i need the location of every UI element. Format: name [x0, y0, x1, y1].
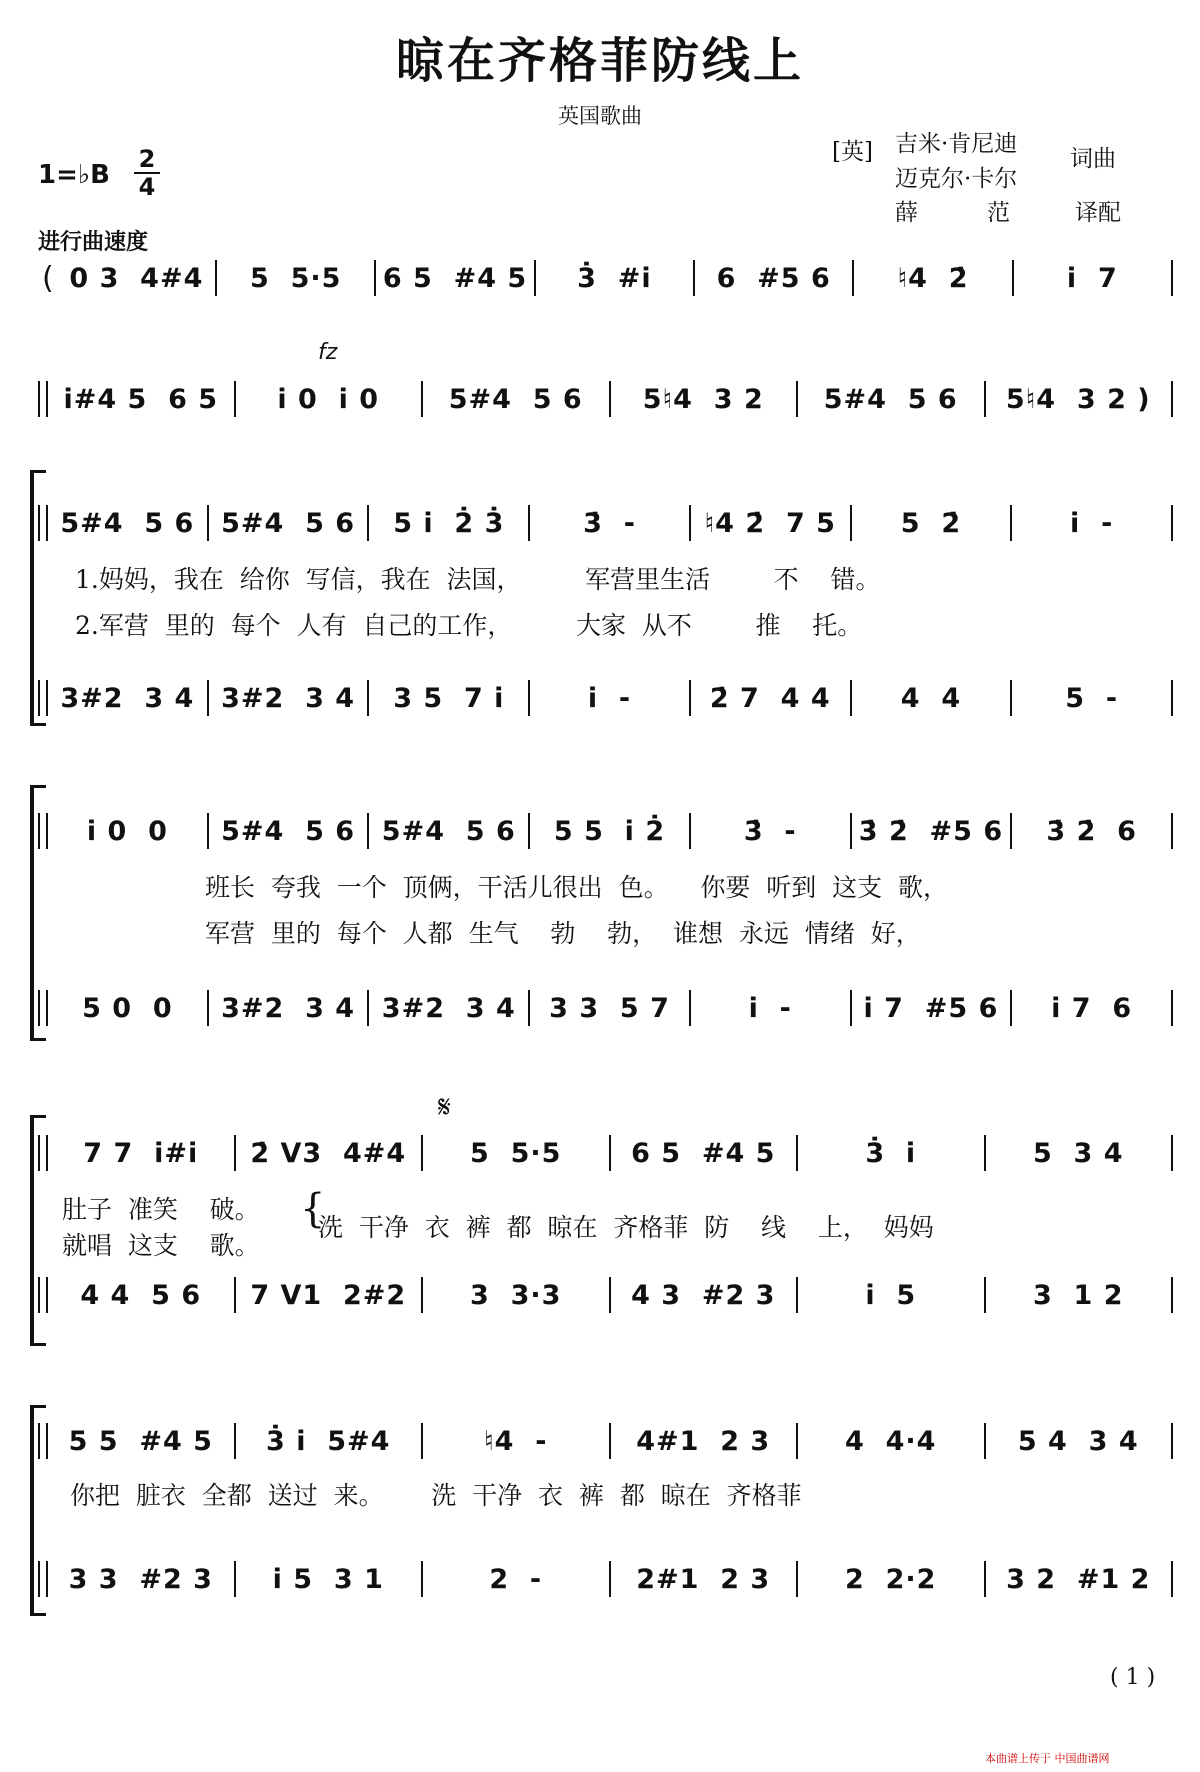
bar-line	[1171, 990, 1173, 1026]
notation-row-s2-upper	[38, 808, 1173, 854]
measure: ♮4 2̇	[897, 262, 969, 294]
page-number: ( 1 )	[1110, 1665, 1156, 1690]
bar-line	[1171, 505, 1173, 541]
credit-composer-2: 迈克尔·卡尔	[895, 166, 1018, 192]
notation-row-s1-lower	[38, 675, 1173, 721]
bar-line	[1171, 1277, 1173, 1313]
measure: 5 i 2̇ 3̇	[393, 507, 505, 539]
notation-row-s2-lower	[38, 985, 1173, 1031]
system-start-bar	[38, 381, 48, 417]
segno-sign: 𝄋	[438, 1090, 451, 1125]
measure: 2 2·2	[845, 1563, 937, 1595]
measure: 4 4	[900, 682, 962, 714]
key-signature	[38, 145, 156, 201]
system-start-bar	[38, 680, 48, 716]
lyrics-s2-verse1: 班长 夸我 一个 顶俩，干活儿很出 色。 你要 听到 这支 歌，	[205, 873, 949, 902]
bar-line	[1171, 1135, 1173, 1171]
notation-row-s4-lower	[38, 1556, 1173, 1602]
bar-line	[1171, 1423, 1173, 1459]
measure: 5 0 0	[82, 992, 173, 1024]
measure: 5#4 5 6	[221, 507, 356, 539]
time-bottom: 4	[138, 173, 156, 201]
measure: 3̇ 2̇ 6	[1046, 815, 1137, 847]
time-signature	[130, 146, 164, 200]
measure: 6 #5 6	[716, 262, 831, 294]
measure: 5 5 i 2̇	[553, 815, 666, 847]
measure: 5 2̇	[900, 507, 962, 539]
footer-watermark: 本曲谱上传于 中国曲谱网	[985, 1752, 1110, 1765]
measure: 3̇ i 5#4	[266, 1425, 391, 1457]
credit-origin: [英]	[832, 139, 873, 165]
measure: 7 ᐯ1 2#2	[250, 1279, 407, 1311]
key-label: 1=♭B	[38, 160, 110, 190]
measure: 3#2 3 4	[60, 682, 195, 714]
system-start-bar	[38, 813, 48, 849]
measure: 3̇ -	[583, 507, 636, 539]
measure: 2̇ ᐯ3 4#4	[250, 1137, 407, 1169]
measure: 7 7 i#i	[83, 1137, 199, 1169]
system-start-bar	[38, 1135, 48, 1171]
measure: 3̇ i	[865, 1137, 917, 1169]
measure: 5 5 #4 5	[68, 1425, 213, 1457]
measure: 3#2 3 4	[221, 682, 356, 714]
lyrics-s1-verse2: 2.军营 里的 每个 人有 自己的工作， 大家 从不 推 托。	[75, 611, 863, 640]
measure: 4 3 #2 3	[631, 1279, 776, 1311]
verse-brace: {	[300, 1186, 326, 1232]
measure: 0 3 4#4	[69, 262, 204, 294]
bar-line	[1171, 381, 1173, 417]
fz-marking: fz	[318, 340, 338, 365]
system-start-bar	[38, 1561, 48, 1597]
measure: i -	[748, 992, 792, 1024]
page-title: 晾在齐格菲防线上	[395, 33, 804, 89]
measure: 6 5 #4 5	[382, 262, 528, 294]
measure: 3 3·3	[470, 1279, 562, 1311]
measure: 6 5 #4 5	[631, 1137, 776, 1169]
credit-composer-1: 吉米·肯尼迪	[895, 131, 1018, 157]
measure: 4 4 5 6	[80, 1279, 202, 1311]
measure: 3̇ 2̇ #5 6	[858, 815, 1004, 847]
measure: 5#4 5 6	[448, 383, 583, 415]
measure: i -	[587, 682, 632, 714]
measure: 5 4 3 4	[1017, 1425, 1139, 1457]
measure: 3 5 7 i	[393, 682, 505, 714]
lyrics-s3-verse1: 肚子 准笑 破。	[62, 1195, 260, 1224]
measure: 5#4 5 6	[60, 507, 195, 539]
notation-row-s3-lower	[38, 1272, 1173, 1318]
measure: i -	[1070, 507, 1114, 539]
measure: i 7 #5 6	[863, 992, 999, 1024]
measure: i 5	[865, 1279, 917, 1311]
notation-row-s4-upper	[38, 1418, 1173, 1464]
opening-paren: (	[42, 260, 54, 296]
time-top: 2	[138, 145, 156, 173]
measure: i 0 0	[86, 815, 168, 847]
system-start-bar	[38, 1277, 48, 1313]
measure: 3#2 3 4	[381, 992, 516, 1024]
lyrics-s2-verse2: 军营 里的 每个 人都 生气 勃 勃， 谁想 永远 情绪 好，	[205, 919, 921, 948]
measure: 2 -	[489, 1563, 543, 1595]
system-start-bar	[38, 990, 48, 1026]
measure: 5 3 4	[1032, 1137, 1124, 1169]
credit-role-words-music: 词曲	[1070, 146, 1116, 172]
measure: 4#1 2 3	[636, 1425, 771, 1457]
measure: 5#4 5 6	[381, 815, 516, 847]
tempo-marking: 进行曲速度	[38, 230, 149, 255]
measure: i 7	[1066, 262, 1118, 294]
credit-role-translation: 译配	[1075, 200, 1121, 226]
notation-row-s3-upper	[38, 1130, 1173, 1176]
measure: ♮4 -	[484, 1425, 548, 1457]
measure: i 5 3 1	[272, 1563, 384, 1595]
measure: 2#1 2 3	[636, 1563, 771, 1595]
measure: 3 3 5 7	[549, 992, 670, 1024]
lyrics-s3-refrain: 洗 干净 衣 裤 都 晾在 齐格菲 防 线 上， 妈妈	[318, 1213, 934, 1242]
measure: 4 4·4	[845, 1425, 937, 1457]
measure: i#4 5 6 5	[63, 383, 219, 415]
notation-row-s1-upper	[38, 500, 1173, 546]
measure: 3 3 #2 3	[68, 1563, 213, 1595]
measure: 5#4 5 6	[823, 383, 958, 415]
measure: i 0 i 0	[277, 383, 380, 415]
notation-row-intro-2	[38, 376, 1173, 422]
measure: 5♮4 3 2	[642, 383, 764, 415]
measure: 3 1 2	[1032, 1279, 1124, 1311]
measure: 5 5·5	[250, 262, 342, 294]
lyrics-s3-verse2: 就唱 这支 歌。	[62, 1231, 260, 1260]
measure: i 7 6	[1051, 992, 1133, 1024]
subtitle: 英国歌曲	[558, 104, 642, 128]
credit-translator: 薛 范	[895, 200, 1010, 226]
measure: 5#4 5 6	[221, 815, 356, 847]
system-start-bar	[38, 1423, 48, 1459]
measure: 3 2 #1 2	[1006, 1563, 1151, 1595]
notation-row-intro-1	[38, 255, 1173, 301]
measure: 5♮4 3 2 )	[1005, 383, 1151, 415]
lyrics-s1-verse1: 1.妈妈，我在 给你 写信，我在 法国， 军营里生活 不 错。	[75, 565, 881, 594]
measure: 5 -	[1065, 682, 1119, 714]
bar-line	[1171, 813, 1173, 849]
bar-line	[1171, 680, 1173, 716]
measure: 3̇ -	[743, 815, 797, 847]
measure: ♮4 2̇ 7 5	[704, 507, 836, 539]
system-start-bar	[38, 505, 48, 541]
measure: 5 5·5	[470, 1137, 562, 1169]
measure: 3#2 3 4	[221, 992, 356, 1024]
bar-line	[1171, 260, 1173, 296]
measure: 3̇ #i	[577, 262, 652, 294]
measure: 2̇ 7 4 4	[709, 682, 831, 714]
lyrics-s4: 你把 脏衣 全都 送过 来。 洗 干净 衣 裤 都 晾在 齐格菲	[70, 1481, 802, 1510]
bar-line	[1171, 1561, 1173, 1597]
